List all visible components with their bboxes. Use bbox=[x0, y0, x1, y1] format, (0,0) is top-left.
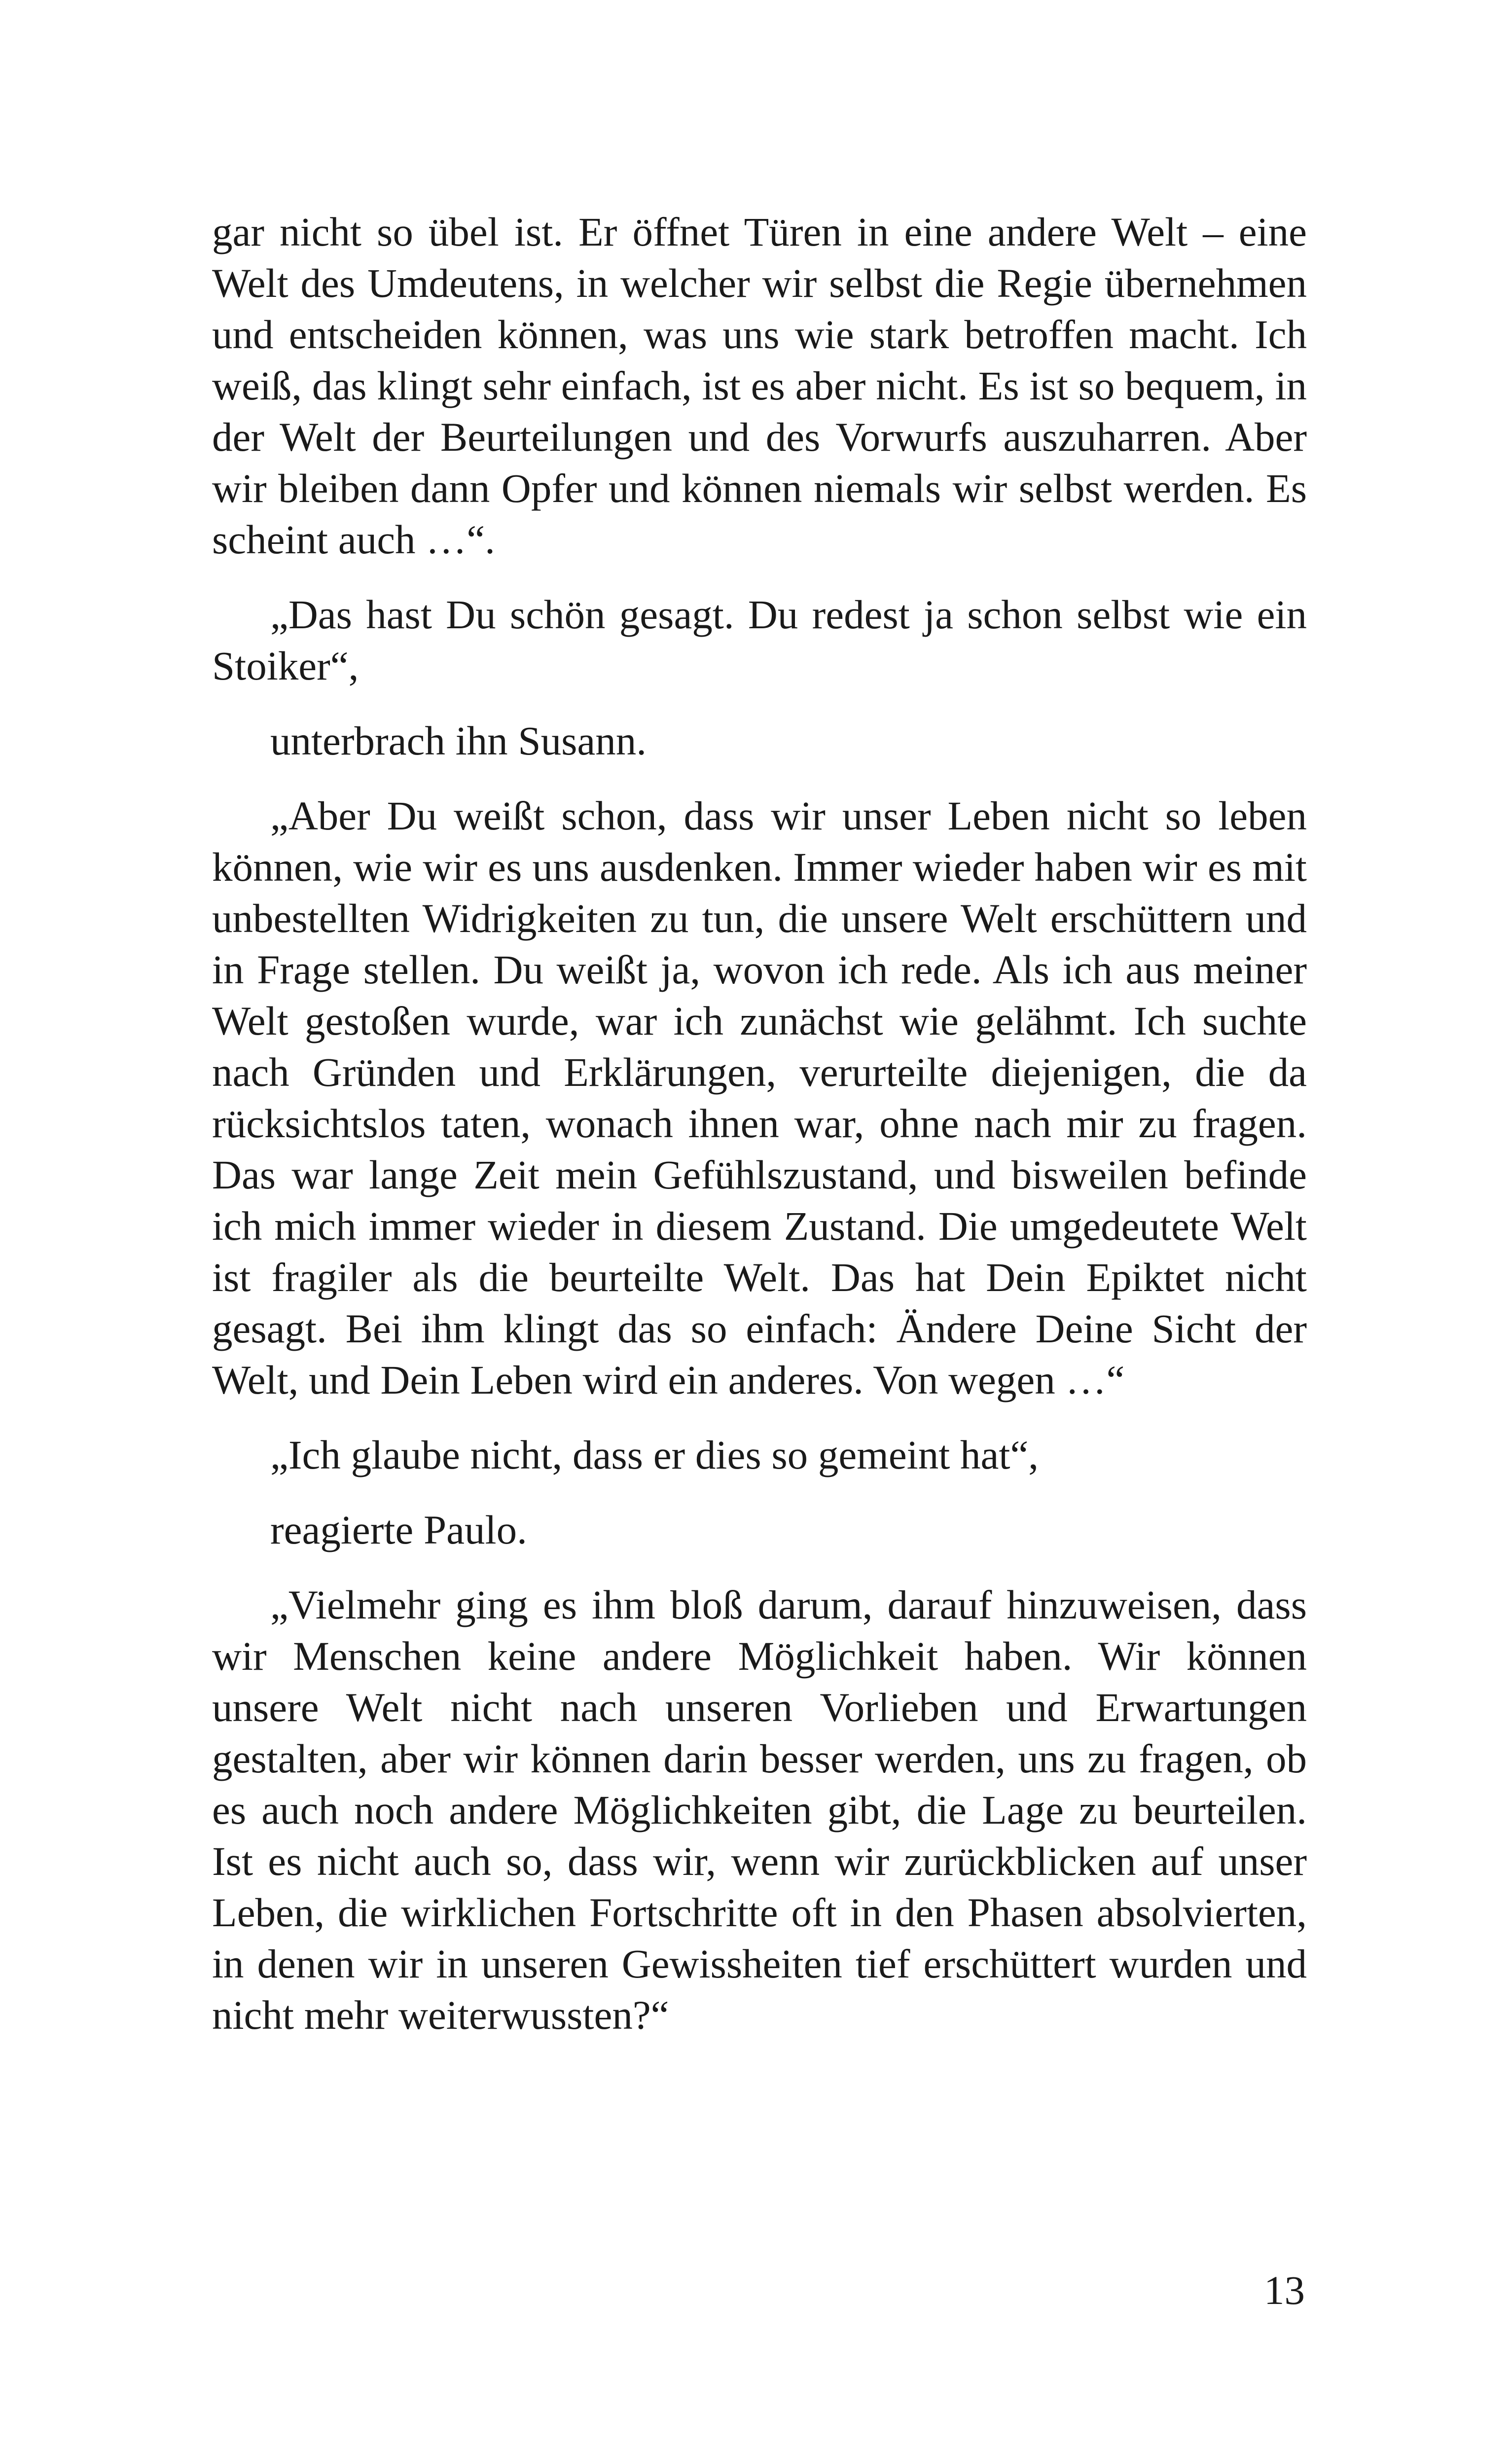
paragraph: „Das hast Du schön gesagt. Du redest ja schon selbst wie ein Stoiker“, bbox=[212, 592, 1307, 688]
body-text bbox=[212, 206, 1307, 2041]
page-number: 13 bbox=[1264, 2267, 1305, 2313]
paragraph: „Aber Du weißt schon, dass wir unser Leben nicht so leben können, wie wir es uns ausdenken. Immer wieder haben wir es mit unbestellten Widrigkeiten zu tun, die unsere Welt erschüttern und in Frage stellen. Du weißt ja, wovon ich rede. Als ich aus meiner Welt gestoßen wurde, war ich zunächst wie gelähmt. Ich suchte nach Gründen und Erklärungen, verurteilte diejenigen, die da rücksichtslos taten, wonach ihnen war, ohne nach mir zu fragen. Das war lange Zeit mein Gefühlszustand, und bisweilen befinde ich mich immer wieder in diesem Zustand. Die umgedeutete Welt ist fragiler als die beurteilte Welt. Das hat Dein Epiktet nicht gesagt. Bei ihm klingt das so einfach: Ändere Deine Sicht der Welt, und Dein Leben wird ein anderes. Von wegen …“ bbox=[212, 793, 1307, 1402]
paragraph: reagierte Paulo. bbox=[270, 1507, 527, 1552]
paragraph: „Ich glaube nicht, dass er dies so gemeint hat“, bbox=[270, 1432, 1039, 1477]
paragraph: „Vielmehr ging es ihm bloß darum, darauf hinzuweisen, dass wir Menschen keine andere Möglichkeit haben. Wir können unsere Welt nicht nach unseren Vorlieben und Erwartungen gestalten, aber wir können darin besser werden, uns zu fragen, ob es auch noch andere Möglichkeiten gibt, die Lage zu beurteilen. Ist es nicht auch so, dass wir, wenn wir zurückblicken auf unser Leben, die wirklichen Fortschritte oft in den Phasen absolvierten, in denen wir in unseren Gewissheiten tief erschüttert wurden und nicht mehr weiterwussten?“ bbox=[212, 1582, 1307, 2038]
paragraph: gar nicht so übel ist. Er öffnet Türen in eine andere Welt – eine Welt des Umdeutens, in welcher wir selbst die Regie übernehmen und entscheiden können, was uns wie stark betroffen macht. Ich weiß, das klingt sehr einfach, ist es aber nicht. Es ist so bequem, in der Welt der Beurteilungen und des Vorwurfs auszuharren. Aber wir bleiben dann Opfer und können niemals wir selbst werden. Es scheint auch …“. bbox=[212, 209, 1307, 562]
paragraph: unterbrach ihn Susann. bbox=[270, 718, 647, 763]
